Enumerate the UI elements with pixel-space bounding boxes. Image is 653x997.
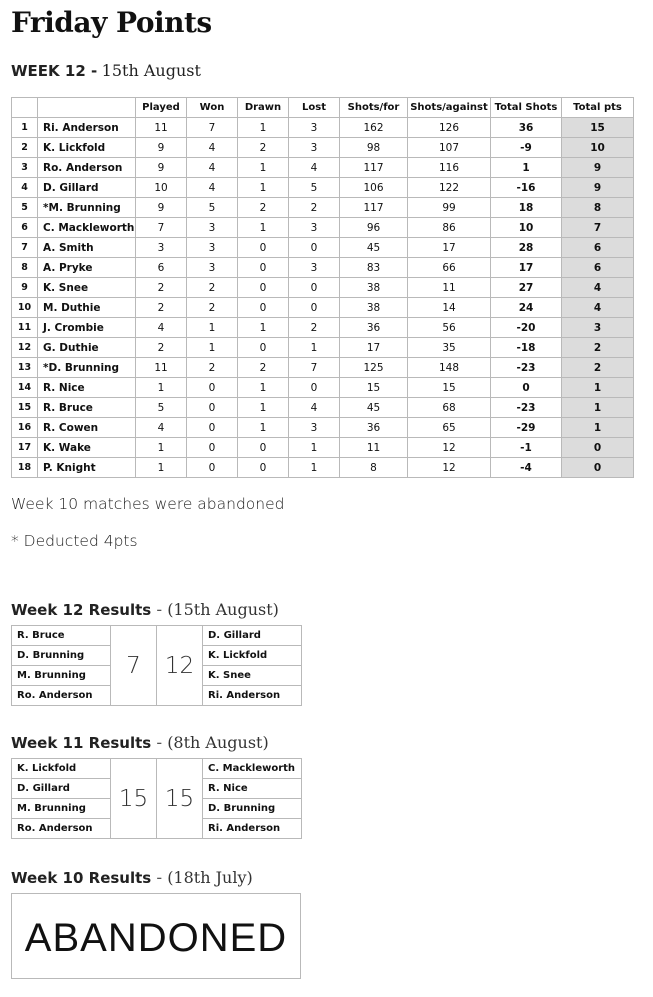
shots-for-cell: 8 [340, 458, 408, 478]
table-row [12, 138, 634, 158]
left-player: M. Brunning [12, 666, 111, 686]
shots-against-cell: 126 [408, 118, 491, 138]
position-cell: 4 [12, 178, 38, 198]
won-cell: 1 [187, 338, 238, 358]
won-cell: 4 [187, 138, 238, 158]
shots-against-cell: 11 [408, 278, 491, 298]
total-pts-cell: 8 [562, 198, 634, 218]
shots-against-cell: 68 [408, 398, 491, 418]
shots-against-cell: 86 [408, 218, 491, 238]
shots-against-cell: 35 [408, 338, 491, 358]
column-header: Won [187, 98, 238, 118]
drawn-cell: 0 [238, 278, 289, 298]
won-cell: 0 [187, 378, 238, 398]
abandoned-box: ABANDONED [11, 893, 301, 979]
total-shots-cell: 0 [491, 378, 562, 398]
shots-for-cell: 17 [340, 338, 408, 358]
week12-results-title: Week 12 Results [11, 601, 152, 619]
left-player: Ro. Anderson [12, 686, 111, 706]
lost-cell: 0 [289, 378, 340, 398]
played-cell: 4 [136, 418, 187, 438]
shots-for-cell: 96 [340, 218, 408, 238]
week12-results-date: (15th August) [167, 600, 279, 619]
shots-against-cell: 12 [408, 438, 491, 458]
total-pts-cell: 0 [562, 458, 634, 478]
column-header: Lost [289, 98, 340, 118]
result-row [12, 626, 302, 646]
total-shots-cell: -29 [491, 418, 562, 438]
week11-results-title: Week 11 Results [11, 734, 152, 752]
table-row [12, 218, 634, 238]
position-cell: 13 [12, 358, 38, 378]
table-row [12, 338, 634, 358]
name-cell: C. Mackleworth [38, 218, 136, 238]
name-cell: R. Cowen [38, 418, 136, 438]
right-score: 12 [157, 626, 203, 706]
position-cell: 7 [12, 238, 38, 258]
total-shots-cell: -23 [491, 358, 562, 378]
shots-for-cell: 162 [340, 118, 408, 138]
position-cell: 8 [12, 258, 38, 278]
table-row [12, 178, 634, 198]
week-header [11, 61, 201, 81]
name-cell: G. Duthie [38, 338, 136, 358]
played-cell: 2 [136, 338, 187, 358]
column-header: Total Shots [491, 98, 562, 118]
name-cell: Ro. Anderson [38, 158, 136, 178]
drawn-cell: 0 [238, 238, 289, 258]
lost-cell: 5 [289, 178, 340, 198]
name-cell: K. Wake [38, 438, 136, 458]
name-cell: D. Gillard [38, 178, 136, 198]
total-pts-cell: 9 [562, 158, 634, 178]
played-cell: 4 [136, 318, 187, 338]
total-pts-cell: 6 [562, 238, 634, 258]
total-shots-cell: -18 [491, 338, 562, 358]
total-shots-cell: -23 [491, 398, 562, 418]
position-cell: 3 [12, 158, 38, 178]
table-row [12, 358, 634, 378]
page-title: Friday Points [11, 6, 212, 39]
table-row [12, 298, 634, 318]
lost-cell: 2 [289, 318, 340, 338]
drawn-cell: 0 [238, 258, 289, 278]
left-player: K. Lickfold [12, 759, 111, 779]
played-cell: 7 [136, 218, 187, 238]
left-score: 15 [111, 759, 157, 839]
right-player: D. Brunning [203, 799, 302, 819]
right-player: Ri. Anderson [203, 686, 302, 706]
position-cell: 6 [12, 218, 38, 238]
result-row [12, 759, 302, 779]
week-label: WEEK 12 - [11, 62, 98, 80]
position-cell: 10 [12, 298, 38, 318]
table-row [12, 398, 634, 418]
shots-for-cell: 117 [340, 158, 408, 178]
drawn-cell: 1 [238, 218, 289, 238]
right-player: R. Nice [203, 779, 302, 799]
won-cell: 3 [187, 258, 238, 278]
week10-results-dash: - [151, 868, 168, 887]
table-row [12, 458, 634, 478]
drawn-cell: 1 [238, 318, 289, 338]
position-cell: 11 [12, 318, 38, 338]
shots-against-cell: 15 [408, 378, 491, 398]
position-cell: 2 [12, 138, 38, 158]
total-shots-cell: 24 [491, 298, 562, 318]
left-player: D. Gillard [12, 779, 111, 799]
shots-against-cell: 99 [408, 198, 491, 218]
total-pts-cell: 1 [562, 378, 634, 398]
drawn-cell: 0 [238, 438, 289, 458]
drawn-cell: 2 [238, 138, 289, 158]
shots-for-cell: 45 [340, 238, 408, 258]
won-cell: 0 [187, 458, 238, 478]
shots-for-cell: 106 [340, 178, 408, 198]
total-pts-cell: 7 [562, 218, 634, 238]
table-row [12, 378, 634, 398]
name-cell: R. Bruce [38, 398, 136, 418]
total-shots-cell: 17 [491, 258, 562, 278]
won-cell: 1 [187, 318, 238, 338]
won-cell: 3 [187, 218, 238, 238]
played-cell: 6 [136, 258, 187, 278]
name-cell: K. Snee [38, 278, 136, 298]
shots-for-cell: 38 [340, 278, 408, 298]
total-pts-cell: 15 [562, 118, 634, 138]
played-cell: 9 [136, 158, 187, 178]
won-cell: 7 [187, 118, 238, 138]
name-cell: M. Duthie [38, 298, 136, 318]
played-cell: 9 [136, 198, 187, 218]
total-shots-cell: 18 [491, 198, 562, 218]
shots-for-cell: 117 [340, 198, 408, 218]
total-shots-cell: -16 [491, 178, 562, 198]
won-cell: 0 [187, 398, 238, 418]
won-cell: 2 [187, 278, 238, 298]
name-cell: *M. Brunning [38, 198, 136, 218]
position-cell: 18 [12, 458, 38, 478]
lost-cell: 0 [289, 278, 340, 298]
lost-cell: 4 [289, 398, 340, 418]
total-pts-cell: 0 [562, 438, 634, 458]
lost-cell: 1 [289, 458, 340, 478]
total-shots-cell: -9 [491, 138, 562, 158]
shots-for-cell: 11 [340, 438, 408, 458]
won-cell: 2 [187, 298, 238, 318]
table-row [12, 278, 634, 298]
shots-against-cell: 148 [408, 358, 491, 378]
league-table [11, 97, 634, 478]
lost-cell: 3 [289, 138, 340, 158]
shots-against-cell: 122 [408, 178, 491, 198]
total-shots-cell: -1 [491, 438, 562, 458]
position-cell: 15 [12, 398, 38, 418]
column-header [38, 98, 136, 118]
drawn-cell: 0 [238, 458, 289, 478]
drawn-cell: 1 [238, 378, 289, 398]
shots-against-cell: 66 [408, 258, 491, 278]
week12-results-table [11, 625, 302, 706]
column-header: Shots/for [340, 98, 408, 118]
position-cell: 9 [12, 278, 38, 298]
left-player: Ro. Anderson [12, 819, 111, 839]
total-shots-cell: 36 [491, 118, 562, 138]
lost-cell: 2 [289, 198, 340, 218]
total-shots-cell: 28 [491, 238, 562, 258]
column-header [12, 98, 38, 118]
played-cell: 11 [136, 358, 187, 378]
drawn-cell: 0 [238, 298, 289, 318]
total-pts-cell: 6 [562, 258, 634, 278]
won-cell: 5 [187, 198, 238, 218]
week12-results-header [11, 600, 279, 620]
won-cell: 3 [187, 238, 238, 258]
table-header-row [12, 98, 634, 118]
won-cell: 0 [187, 438, 238, 458]
total-shots-cell: -4 [491, 458, 562, 478]
right-score: 15 [157, 759, 203, 839]
name-cell: J. Crombie [38, 318, 136, 338]
table-row [12, 118, 634, 138]
left-player: M. Brunning [12, 799, 111, 819]
played-cell: 10 [136, 178, 187, 198]
drawn-cell: 1 [238, 158, 289, 178]
right-player: C. Mackleworth [203, 759, 302, 779]
played-cell: 3 [136, 238, 187, 258]
shots-for-cell: 98 [340, 138, 408, 158]
name-cell: Ri. Anderson [38, 118, 136, 138]
position-cell: 12 [12, 338, 38, 358]
right-player: K. Snee [203, 666, 302, 686]
shots-for-cell: 83 [340, 258, 408, 278]
week10-results-title: Week 10 Results [11, 869, 152, 887]
total-shots-cell: 1 [491, 158, 562, 178]
left-player: R. Bruce [12, 626, 111, 646]
won-cell: 4 [187, 178, 238, 198]
lost-cell: 3 [289, 218, 340, 238]
table-row [12, 438, 634, 458]
total-pts-cell: 4 [562, 298, 634, 318]
shots-against-cell: 107 [408, 138, 491, 158]
column-header: Played [136, 98, 187, 118]
table-row [12, 418, 634, 438]
total-pts-cell: 2 [562, 358, 634, 378]
won-cell: 0 [187, 418, 238, 438]
lost-cell: 0 [289, 238, 340, 258]
column-header: Shots/against [408, 98, 491, 118]
played-cell: 11 [136, 118, 187, 138]
table-row [12, 318, 634, 338]
shots-against-cell: 14 [408, 298, 491, 318]
shots-for-cell: 36 [340, 318, 408, 338]
lost-cell: 3 [289, 258, 340, 278]
played-cell: 9 [136, 138, 187, 158]
lost-cell: 4 [289, 158, 340, 178]
week-date: 15th August [101, 61, 201, 80]
played-cell: 5 [136, 398, 187, 418]
column-header: Drawn [238, 98, 289, 118]
lost-cell: 3 [289, 118, 340, 138]
lost-cell: 3 [289, 418, 340, 438]
drawn-cell: 1 [238, 178, 289, 198]
table-row [12, 258, 634, 278]
shots-for-cell: 45 [340, 398, 408, 418]
played-cell: 1 [136, 458, 187, 478]
name-cell: P. Knight [38, 458, 136, 478]
abandoned-note: Week 10 matches were abandoned [11, 495, 285, 513]
shots-for-cell: 36 [340, 418, 408, 438]
deducted-note: * Deducted 4pts [11, 532, 138, 550]
lost-cell: 1 [289, 338, 340, 358]
position-cell: 16 [12, 418, 38, 438]
week11-results-header [11, 733, 269, 753]
played-cell: 2 [136, 298, 187, 318]
shots-against-cell: 12 [408, 458, 491, 478]
name-cell: A. Pryke [38, 258, 136, 278]
total-pts-cell: 9 [562, 178, 634, 198]
lost-cell: 1 [289, 438, 340, 458]
week10-results-date: (18th July) [167, 868, 253, 887]
left-score: 7 [111, 626, 157, 706]
total-pts-cell: 10 [562, 138, 634, 158]
position-cell: 5 [12, 198, 38, 218]
played-cell: 2 [136, 278, 187, 298]
drawn-cell: 0 [238, 338, 289, 358]
won-cell: 2 [187, 358, 238, 378]
total-shots-cell: -20 [491, 318, 562, 338]
table-row [12, 158, 634, 178]
total-pts-cell: 1 [562, 398, 634, 418]
week11-results-date: (8th August) [167, 733, 269, 752]
played-cell: 1 [136, 438, 187, 458]
table-row [12, 238, 634, 258]
shots-for-cell: 38 [340, 298, 408, 318]
week10-results-header [11, 868, 253, 888]
shots-against-cell: 116 [408, 158, 491, 178]
shots-against-cell: 65 [408, 418, 491, 438]
right-player: Ri. Anderson [203, 819, 302, 839]
name-cell: K. Lickfold [38, 138, 136, 158]
shots-for-cell: 125 [340, 358, 408, 378]
name-cell: R. Nice [38, 378, 136, 398]
week12-results-dash: - [151, 600, 168, 619]
left-player: D. Brunning [12, 646, 111, 666]
total-shots-cell: 27 [491, 278, 562, 298]
position-cell: 14 [12, 378, 38, 398]
name-cell: *D. Brunning [38, 358, 136, 378]
total-pts-cell: 1 [562, 418, 634, 438]
drawn-cell: 1 [238, 418, 289, 438]
position-cell: 17 [12, 438, 38, 458]
week11-results-table [11, 758, 302, 839]
total-pts-cell: 4 [562, 278, 634, 298]
drawn-cell: 2 [238, 358, 289, 378]
drawn-cell: 1 [238, 118, 289, 138]
column-header: Total pts [562, 98, 634, 118]
shots-against-cell: 56 [408, 318, 491, 338]
total-pts-cell: 3 [562, 318, 634, 338]
drawn-cell: 2 [238, 198, 289, 218]
table-row [12, 198, 634, 218]
shots-for-cell: 15 [340, 378, 408, 398]
right-player: K. Lickfold [203, 646, 302, 666]
lost-cell: 0 [289, 298, 340, 318]
shots-against-cell: 17 [408, 238, 491, 258]
total-pts-cell: 2 [562, 338, 634, 358]
drawn-cell: 1 [238, 398, 289, 418]
right-player: D. Gillard [203, 626, 302, 646]
played-cell: 1 [136, 378, 187, 398]
week11-results-dash: - [151, 733, 168, 752]
position-cell: 1 [12, 118, 38, 138]
total-shots-cell: 10 [491, 218, 562, 238]
name-cell: A. Smith [38, 238, 136, 258]
won-cell: 4 [187, 158, 238, 178]
lost-cell: 7 [289, 358, 340, 378]
